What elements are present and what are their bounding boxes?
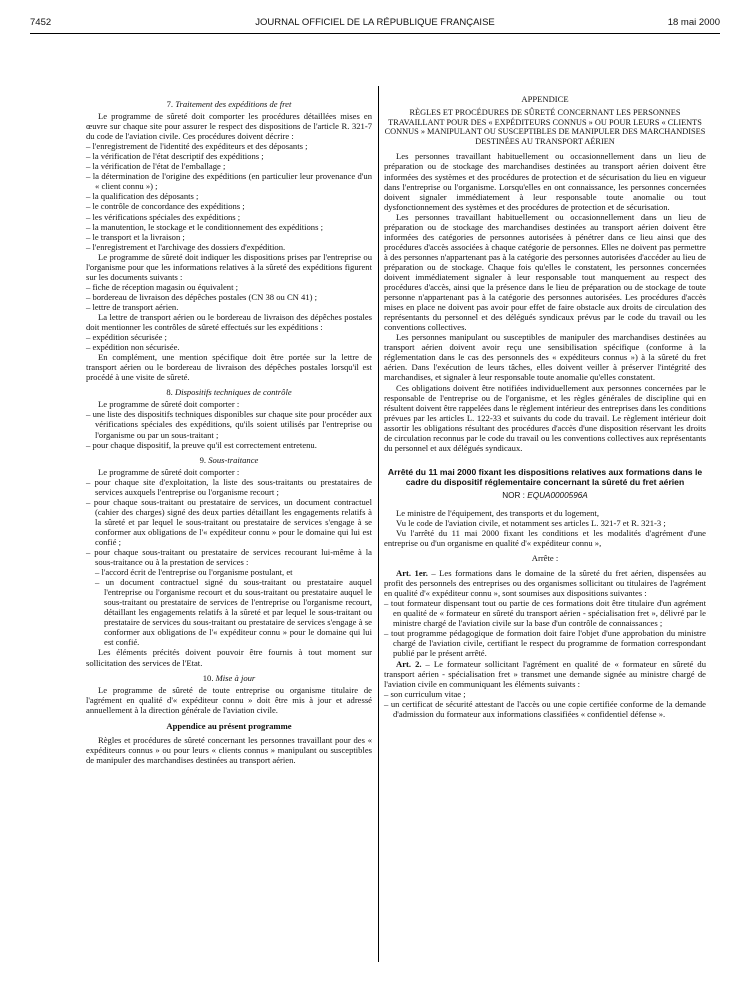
section-heading-7 xyxy=(86,99,372,109)
list-item: – pour chaque site d'exploitation, la liste des sous-traitants ou prestataires de services auxquels l'entreprise ou l'organisme recourt ; xyxy=(86,476,372,497)
appendix-title: Appendice au présent programme xyxy=(166,720,292,731)
section-number: 7. xyxy=(166,99,174,109)
paragraph: Vu le code de l'aviation civile, et notamment ses articles L. 321-7 et R. 321-3 ; xyxy=(396,517,666,528)
list-item: – le contrôle de concordance des expéditions ; xyxy=(86,201,245,212)
section-heading-10 xyxy=(86,673,372,683)
section-heading-8 xyxy=(86,387,372,397)
list-item: – tout formateur dispensant tout ou partie de ces formations doit être titulaire d'un agrément en qualité de « formateur en sûreté du transport aérien - spécialisation fret », délivré par le ministre chargé de l'aviation civile sur la base d'un contrôle de connaissances ; xyxy=(384,598,706,629)
journal-title: JOURNAL OFFICIEL DE LA RÉPUBLIQUE FRANÇAISE xyxy=(255,17,495,28)
list-item: – la vérification de l'état de l'emballage ; xyxy=(86,161,226,172)
list-item: – un certificat de sécurité attestant de l'accès ou une copie certifiée conforme de la demande d'admission du formateur aux informations classifiées « confidentiel défense ». xyxy=(384,698,706,719)
section-number: 10. xyxy=(202,672,214,683)
paragraph: Le programme de sûreté doit indiquer les dispositions prises par l'entreprise ou l'organisme pour que les informations relatives à la sûreté des expéditions figurent sur les documents suivants : xyxy=(86,251,372,282)
list-item: – les vérifications spéciales des expéditions ; xyxy=(86,211,241,222)
section-number: 9. xyxy=(199,454,207,465)
list-item: – la manutention, le stockage et le conditionnement des expéditions ; xyxy=(86,221,323,232)
list-item: – pour chaque dispositif, la preuve qu'il est correctement entretenu. xyxy=(86,439,317,450)
paragraph: Le programme de sûreté doit comporter : xyxy=(98,466,240,477)
paragraph: Le ministre de l'équipement, des transports et du logement, xyxy=(396,507,599,518)
nor-label: NOR : xyxy=(502,490,525,500)
appendix-heading: RÈGLES ET PROCÉDURES DE SÛRETÉ CONCERNANT LES PERSONNES TRAVAILLANT POUR DES « EXPÉDITEURS CONNUS » OU POUR LEURS « CLIENTS CONNUS » MANIPULANT OU SUSCEPTIBLES DE MANIPULER DES MARCHANDISES DESTINÉES AU TRANSPORT AÉRIEN xyxy=(384,108,706,146)
decree-title: Arrêté du 11 mai 2000 fixant les dispositions relatives aux formations dans le cadre du dispositif réglementaire concernant la sûreté du fret aérien xyxy=(387,466,703,487)
section-heading-9 xyxy=(86,455,372,465)
column-divider xyxy=(378,86,379,962)
list-item: – la qualification des déposants ; xyxy=(86,191,199,202)
paragraph: Règles et procédures de sûreté concernant les personnes travaillant pour des « expéditeurs connus » ou pour leurs « clients connus » manipulant ou susceptibles de manipuler des marchandises destinées au transport aérien. xyxy=(86,734,372,765)
paragraph: En complément, une mention spécifique doit être portée sur la lettre de transport aérien ou le bordereau de livraison des dépêches postales lorsqu'il est procédé à une visite de sûreté. xyxy=(86,352,372,383)
list-item: – la vérification de l'état descriptif des expéditions ; xyxy=(86,151,264,162)
issue-date: 18 mai 2000 xyxy=(667,17,720,28)
paragraph: Les personnes manipulant ou susceptibles de manipuler des marchandises destinées au transport aérien doivent avoir reçu une sensibilisation spécifique (conforme à la réglementation dans le cas des personnels des « expéditeurs connus ») à la sûreté du fret aérien. Dans l'exécution de leurs tâches, elles doivent veiller à préserver l'intégrité des marchandises, et signaler à leur responsable toute anomalie qu'elles constatent. xyxy=(384,332,706,383)
arrete-heading: Arrête : xyxy=(531,553,559,564)
list-item: – son curriculum vitae ; xyxy=(384,688,466,699)
section-number: 8. xyxy=(166,387,173,398)
list-item: – une liste des dispositifs techniques disponibles sur chaque site pour procéder aux vérifications spéciales des expéditions, qu'ils soient utilisés par l'entreprise ou l'organisme ou par un sous-traitant ; xyxy=(86,409,372,440)
list-item: – fiche de réception magasin ou équivalent ; xyxy=(86,281,239,292)
list-item: – l'enregistrement et l'archivage des dossiers d'expédition. xyxy=(86,241,286,252)
list-item: – expédition sécurisée ; xyxy=(86,332,167,343)
paragraph: Les éléments précités doivent pouvoir être fournis à tout moment sur sollicitation des services de l'Etat. xyxy=(86,647,372,668)
list-item: – lettre de transport aérien. xyxy=(86,301,179,312)
list-item: – le transport et la livraison ; xyxy=(86,231,185,242)
header-rule xyxy=(30,33,720,34)
paragraph: Ces obligations doivent être notifiées individuellement aux personnes concernées par le responsable de l'entreprise ou de l'organisme, et les règles générales de discipline qui en résultent doivent être rappelées dans le règlement intérieur des entreprises dans les conditions prévues par les articles L. 122-33 et suivants du code du travail. Le règlement intérieur doit assortir les obligations résultant des procédures d'accès d'une disposition réservant les droits de circulation reconnus par le code du travail ou les conventions collectives aux représentants du personnel et aux délégués syndicaux. xyxy=(384,382,706,453)
article-1 xyxy=(384,568,706,598)
list-item: – bordereau de livraison des dépêches postales (CN 38 ou CN 41) ; xyxy=(86,291,318,302)
nor-code: EQUA0000596A xyxy=(527,490,588,500)
paragraph: Les personnes travaillant habituellement ou occasionnellement dans un lieu de préparation ou de stockage des marchandises destinées au transport aérien doivent être informées des systèmes et des procédures de protection et de sécurisation du lieu en vigueur dans l'entreprise ou l'organisme. Lorsqu'elles en ont connaissance, les personnes concernées doivent signaler immédiatement à leur responsable toute anomalie ou tout dysfonctionnement des systèmes et des procédures de protection et de sécurisation. xyxy=(384,151,706,212)
section-title: Dispositifs techniques de contrôle xyxy=(174,387,292,398)
article-label: Art. 2. xyxy=(396,658,422,669)
paragraph: Les personnes travaillant habituellement ou occasionnellement dans un lieu de préparation ou de stockage des marchandises destinées au transport aérien doivent être informées des catégories de personnes autorisées à pénétrer dans ce lieu ainsi que des procédures d'accès associées à chaque catégorie de personnes. Elles ne doivent pas permettre à des personnes n'appartenant pas à la catégorie des personnes autorisées d'accéder au lieu de préparation ou de stockage. Chaque fois qu'elles le constatent, les personnes concernées doivent immédiatement signaler à leur responsable tout manquement au respect des procédures d'accès, ainsi que la présence dans le lieu de préparation ou de stockage de toute personne n'appartenant pas à la catégorie des personnes autorisées. Les procédures d'accès mises en place ne doivent pas avoir pour effet de faire obstacle aux droits de circulation des représentants du personnel et des délégués syndicaux prévus par le code du travail ou les conventions collectives. xyxy=(384,211,706,333)
list-item: – pour chaque sous-traitant ou prestataire de services recourant lui-même à la sous-traitance ou à la prestation de services : xyxy=(86,547,372,568)
paragraph: Vu l'arrêté du 11 mai 2000 fixant les conditions et les modalités d'agrément d'une entreprise ou d'un organisme en qualité d'« expéditeur connu », xyxy=(384,527,706,549)
article-text: – Les formations dans le domaine de la sûreté du fret aérien, dispensées au profit des personnels des entreprises ou des organismes sollicitant ou titulaires de l'agrément en qualité d'« expéditeur connu », sont soumises aux dispositions suivantes : xyxy=(384,568,706,599)
list-item: – expédition non sécurisée. xyxy=(86,342,180,353)
article-label: Art. 1er. xyxy=(396,568,428,579)
nor-reference xyxy=(384,491,706,501)
list-item: – pour chaque sous-traitant ou prestataire de services, un document contractuel (cahier des charges) signé des deux parties détaillant les engagements relatifs à la sûreté et par lequel le sous-traitant ou prestataire de services s'engage à se conformer aux obligations de l'« expéditeur connu » pour le domaine qui lui est confié ; xyxy=(86,496,372,547)
paragraph: Le programme de sûreté de toute entreprise ou organisme titulaire de l'agrément en qualité d'« expéditeur connu » doit être mis à jour et adressé annuellement à la direction générale de l'aviation civile. xyxy=(86,684,372,715)
list-item: – la détermination de l'origine des expéditions (en particulier leur provenance d'un « client connu ») ; xyxy=(86,171,372,192)
section-title: Mise à jour xyxy=(215,672,256,683)
left-column xyxy=(86,94,372,765)
sub-list-item: – l'accord écrit de l'entreprise ou l'organisme postulant, et xyxy=(95,567,293,578)
article-text: – Le formateur sollicitant l'agrément en qualité de « formateur en sûreté du transport aérien - spécialisation fret » transmet une demande signée au ministre chargé de l'aviation civile en communiquant les éléments suivants : xyxy=(384,658,706,689)
section-title: Traitement des expéditions de fret xyxy=(175,99,292,109)
appendix-label: APPENDICE xyxy=(521,94,569,104)
running-header xyxy=(30,16,720,30)
paragraph: La lettre de transport aérien ou le bordereau de livraison des dépêches postales doit mentionner les contrôles de sûreté effectués sur les expéditions : xyxy=(86,311,372,333)
right-column xyxy=(384,94,706,719)
article-2 xyxy=(384,659,706,689)
list-item: – tout programme pédagogique de formation doit faire l'objet d'une approbation du ministre chargé de l'aviation civile, certifiant le respect du programme de formation correspondant publié par le présent arrêté. xyxy=(384,628,706,659)
paragraph: Le programme de sûreté doit comporter les procédures détaillées mises en œuvre sur chaque site pour assurer le respect des dispositions de l'article R. 321-7 du code de l'aviation civile. Ces procédures doivent décrire : xyxy=(86,111,372,142)
list-item: – l'enregistrement de l'identité des expéditeurs et des déposants ; xyxy=(86,141,308,152)
page-number: 7452 xyxy=(30,17,52,28)
sub-list-item: – un document contractuel signé du sous-traitant ou prestataire auquel l'entreprise ou l'organisme recourt et du sous-traitant ou prestataire auquel le sous-traitant ou prestataire de services de l'entreprise ou l'organisme recourt, détaillant les engagements relatifs à la sûreté et par lequel le sous-traitant ou prestataire de services du sous-traitant ou prestataire de services s'engage à se conformer aux obligations de l'« expéditeur connu » pour le domaine qui lui est confié. xyxy=(95,577,372,648)
section-title: Sous-traitance xyxy=(208,454,259,465)
paragraph: Le programme de sûreté doit comporter : xyxy=(98,399,240,410)
